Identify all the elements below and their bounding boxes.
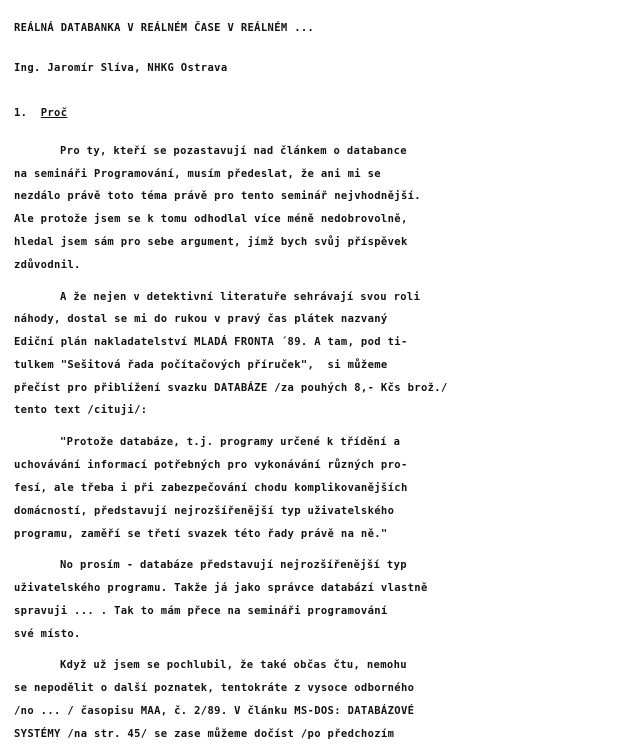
- paragraph-1-line-6: zdůvodnil.: [14, 259, 81, 271]
- paragraph-2-line-1: A že nejen v detektivní literatuře sehrávají svou roli: [60, 291, 421, 303]
- paragraph-4-line-4: své místo.: [14, 628, 81, 640]
- section-title: Proč: [40, 107, 68, 119]
- section-number: 1.: [14, 107, 28, 119]
- paragraph-2-line-3: Ediční plán nakladatelství MLADÁ FRONTA ´89. A tam, pod ti-: [14, 336, 408, 348]
- paragraph-5-line-4: SYSTÉMY /na str. 45/ se zase můžeme dočíst /po předchozím: [14, 728, 395, 740]
- quote-line-2: uchovávání informací potřebných pro vykonávání různých pro-: [14, 459, 408, 471]
- paragraph-1-line-2: na semináři Programování, musím předeslat, že ani mi se: [14, 168, 381, 180]
- paragraph-4-line-1: No prosím - databáze představují nejrozšířenější typ: [60, 559, 407, 571]
- paragraph-1-line-1: Pro ty, kteří se pozastavují nad článkem o databance: [60, 145, 407, 157]
- quote-line-3: fesí, ale třeba i při zabezpečování chodu komplikovanějších: [14, 482, 408, 494]
- paragraph-1-line-5: hledal jsem sám pro sebe argument, jímž bych svůj příspěvek: [14, 236, 408, 248]
- paragraph-4-line-3: spravuji ... . Tak to mám přece na semináři programování: [14, 605, 388, 617]
- quote-line-1: "Protože databáze, t.j. programy určené k třídění a: [60, 436, 401, 448]
- paragraph-1-line-3: nezdálo právě toto téma právě pro tento seminář nejvhodnější.: [14, 190, 421, 202]
- quote-line-4: domácností, představují nejrozšířenější typ uživatelského: [14, 505, 395, 517]
- paragraph-5-line-1: Když už jsem se pochlubil, že také občas čtu, nemohu: [60, 659, 407, 671]
- paragraph-2-line-2: náhody, dostal se mi do rukou v pravý čas plátek nazvaný: [14, 313, 388, 325]
- section-heading: [14, 107, 67, 119]
- paragraph-2-line-6: tento text /cituji/:: [14, 404, 148, 416]
- author-line: Ing. Jaromír Slíva, NHKG Ostrava: [14, 62, 228, 74]
- quote-line-5: programu, zaměří se třetí svazek této řady právě na ně.": [14, 528, 388, 540]
- paragraph-4-line-2: uživatelského programu. Takže já jako správce databází vlastně: [14, 582, 428, 594]
- paragraph-2-line-4: tulkem "Sešitová řada počítačových příruček", si můžeme: [14, 359, 388, 371]
- paragraph-2-line-5: přečíst pro přiblížení svazku DATABÁZE /za pouhých 8,- Kčs brož./: [14, 382, 448, 394]
- document-title: REÁLNÁ DATABANKA V REÁLNÉM ČASE V REÁLNÉM ...: [14, 22, 315, 34]
- paragraph-1-line-4: Ale protože jsem se k tomu odhodlal více méně nedobrovolně,: [14, 213, 408, 225]
- paragraph-5-line-2: se nepodělit o další poznatek, tentokráte z vysoce odborného: [14, 682, 415, 694]
- paragraph-5-line-3: /no ... / časopisu MAA, č. 2/89. V článku MS-DOS: DATABÁZOVÉ: [14, 705, 415, 717]
